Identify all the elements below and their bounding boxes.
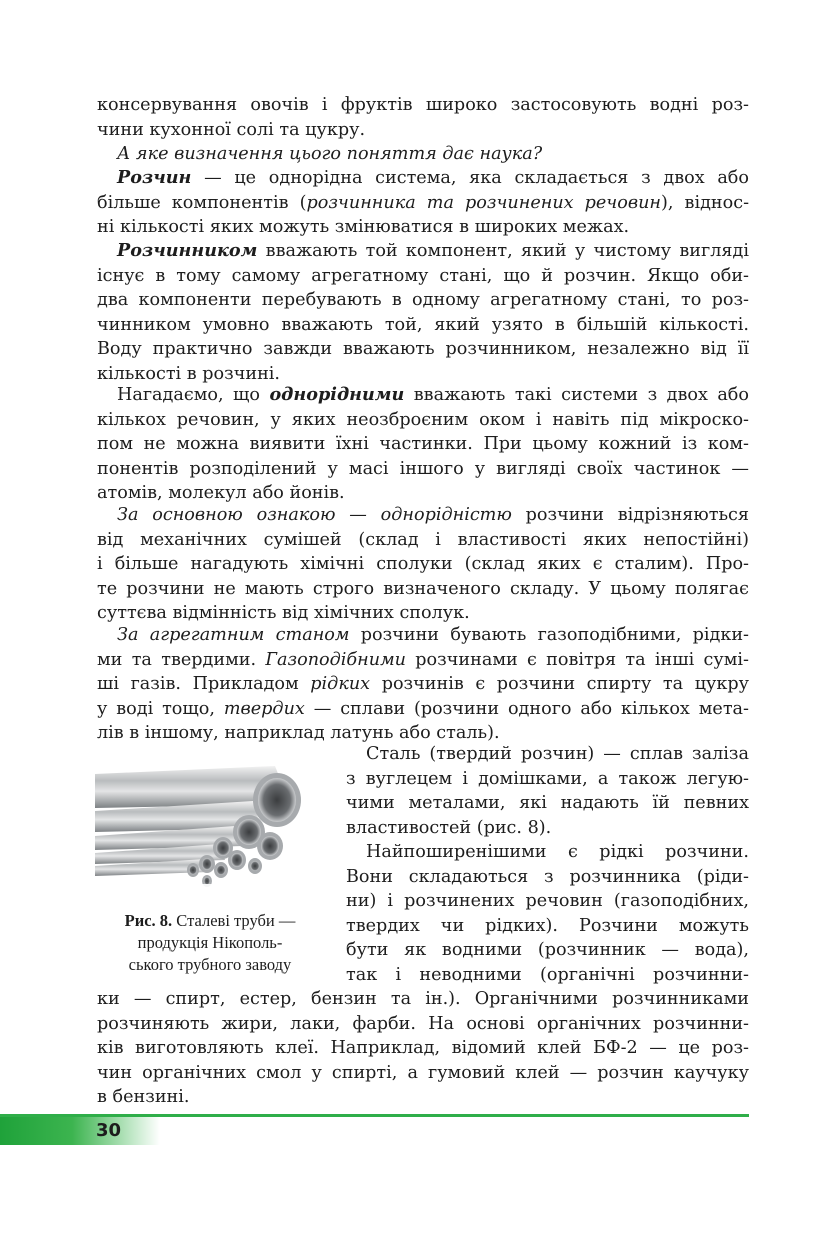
question-text: А яке визначення цього поняття дає наука?	[117, 144, 543, 164]
homogeneous-paragraph	[97, 383, 749, 506]
caption-text: Сталеві труби —	[172, 911, 296, 930]
text-line: від механічних сумішей (склад і властивості яких непостійні)	[97, 529, 749, 550]
text-line: лів в іншому, наприклад латунь або сталь).	[97, 723, 500, 743]
text-line: чими металами, які надають їй певних	[346, 793, 749, 813]
text-line: пом не можна виявити їхні частинки. При цьому кожний із ком-	[97, 434, 749, 454]
text-line: ні кількості яких можуть змінюватися в широких межах.	[97, 217, 630, 237]
text-fragment: розчинів є розчини спирту та цукру	[370, 674, 749, 694]
text-line: чини кухонної солі та цукру.	[97, 119, 366, 140]
caption-line	[97, 910, 323, 932]
text-fragment: ми та твердими.	[97, 649, 266, 670]
text-fragment-italic: розчинника та розчинених речовин	[306, 192, 662, 213]
text-line: з вуглецем і домішками, а також легую-	[346, 768, 749, 789]
steel-paragraph	[346, 742, 749, 840]
text-fragment: у воді тощо,	[97, 698, 224, 719]
text-line: Вони складаються з розчинника (ріди-	[346, 866, 749, 887]
text-fragment: вважають той компонент, який у чистому вигляді	[257, 241, 749, 261]
question-line	[97, 142, 749, 167]
text-line: Воду практично завжди вважають розчинником, незалежно від її	[97, 339, 749, 359]
text-line	[97, 239, 749, 264]
organic-paragraph	[97, 987, 749, 1110]
text-line: твердих чи рідких). Розчини можуть	[346, 915, 749, 936]
text-line: властивостей (рис. 8).	[346, 817, 552, 838]
text-line: понентів розподілений у масі іншого у вигляді своїх частинок —	[97, 458, 749, 479]
text-fragment: Нагадаємо, що	[117, 385, 270, 405]
steel-pipes-image	[95, 756, 323, 904]
text-line: кількох речовин, у яких неозброєним оком і навіть під мікроско-	[97, 409, 749, 430]
text-line: ни) і розчинених речовин (газоподібних,	[346, 891, 749, 911]
page-number: 30	[96, 1120, 122, 1141]
text-fragment: — це однорідна система, яка складається з двох або	[191, 168, 749, 188]
text-line: ків виготовляють клеї. Наприклад, відомий клей БФ-2 — це роз-	[97, 1038, 749, 1058]
text-line	[97, 648, 749, 673]
text-line: два компоненти перебувають в одному агрегатному стані, то роз-	[97, 290, 749, 310]
text-line: ки — спирт, естер, бензин та ін.). Органічними розчинниками	[97, 989, 749, 1009]
steel-pipes-illustration	[95, 756, 323, 904]
text-line: і більше нагадують хімічні сполуки (склад яких є сталим). Про-	[97, 554, 749, 574]
term-homogeneous: однорідними	[269, 384, 405, 405]
text-fragment-italic: рідких	[310, 674, 371, 694]
feature-paragraph	[97, 503, 749, 626]
text-fragment: розчинами є повітря та інші сумі-	[406, 649, 749, 670]
text-line: чин органічних смол у спирті, а гумовий клей — розчин каучуку	[97, 1062, 749, 1083]
term-solution: Розчин	[117, 167, 192, 188]
text-line	[97, 166, 749, 191]
text-fragment-italic: За агрегатним станом	[117, 625, 350, 645]
text-line: Найпоширенішими є рідкі розчини.	[366, 842, 749, 862]
text-fragment: розчини відрізняються	[511, 505, 749, 525]
intro-paragraph	[97, 93, 749, 167]
text-fragment: розчини бувають газоподібними, рідки-	[349, 625, 749, 645]
text-fragment: вважають такі системи з двох або	[404, 385, 749, 405]
text-line: те розчини не мають строго визначеного складу. У цьому полягає	[97, 578, 749, 599]
text-line	[97, 191, 749, 216]
caption-line: ського трубного заводу	[128, 955, 292, 974]
text-fragment-italic: За основною ознакою — однорідністю	[117, 505, 512, 525]
text-fragment-italic: Газоподібними	[265, 649, 406, 670]
text-fragment-italic: твердих	[223, 698, 305, 719]
text-line: чинником умовно вважають той, який узято в більшій кількості.	[97, 314, 749, 335]
text-line	[97, 697, 749, 722]
text-line	[97, 672, 749, 697]
text-line: так і неводними (органічні розчинни-	[346, 964, 749, 985]
text-fragment: — сплави (розчини одного або кількох мета-	[304, 698, 749, 719]
text-line: суттєва відмінність від хімічних сполук.	[97, 603, 470, 623]
text-line: Сталь (твердий розчин) — сплав заліза	[366, 744, 749, 764]
term-solvent: Розчинником	[117, 240, 258, 261]
text-line: розчиняють жири, лаки, фарби. На основі органічних розчинни-	[97, 1013, 749, 1034]
caption-line: продукція Нікополь-	[137, 933, 283, 952]
text-line: атомів, молекул або йонів.	[97, 483, 345, 503]
text-line	[97, 623, 749, 648]
text-fragment: більше компонентів (	[97, 192, 307, 213]
solvent-paragraph	[97, 239, 749, 386]
state-paragraph	[97, 623, 749, 746]
figure-caption	[97, 910, 323, 976]
caption-label: Рис. 8.	[124, 911, 173, 930]
text-fragment: ), віднос-	[661, 192, 750, 213]
text-line: консервування овочів і фруктів широко застосовують водні роз-	[97, 95, 749, 115]
text-line	[97, 503, 749, 528]
page-number-band	[0, 1117, 160, 1145]
text-line: в бензині.	[97, 1087, 190, 1107]
text-line: кількості в розчині.	[97, 363, 281, 384]
definition-paragraph	[97, 166, 749, 240]
liquid-paragraph	[346, 840, 749, 987]
text-line: бути як водними (розчинник — вода),	[346, 940, 749, 960]
text-line	[97, 383, 749, 408]
text-line: існує в тому самому агрегатному стані, що й розчин. Якщо оби-	[97, 265, 749, 286]
text-fragment: ші газів. Прикладом	[97, 674, 311, 694]
